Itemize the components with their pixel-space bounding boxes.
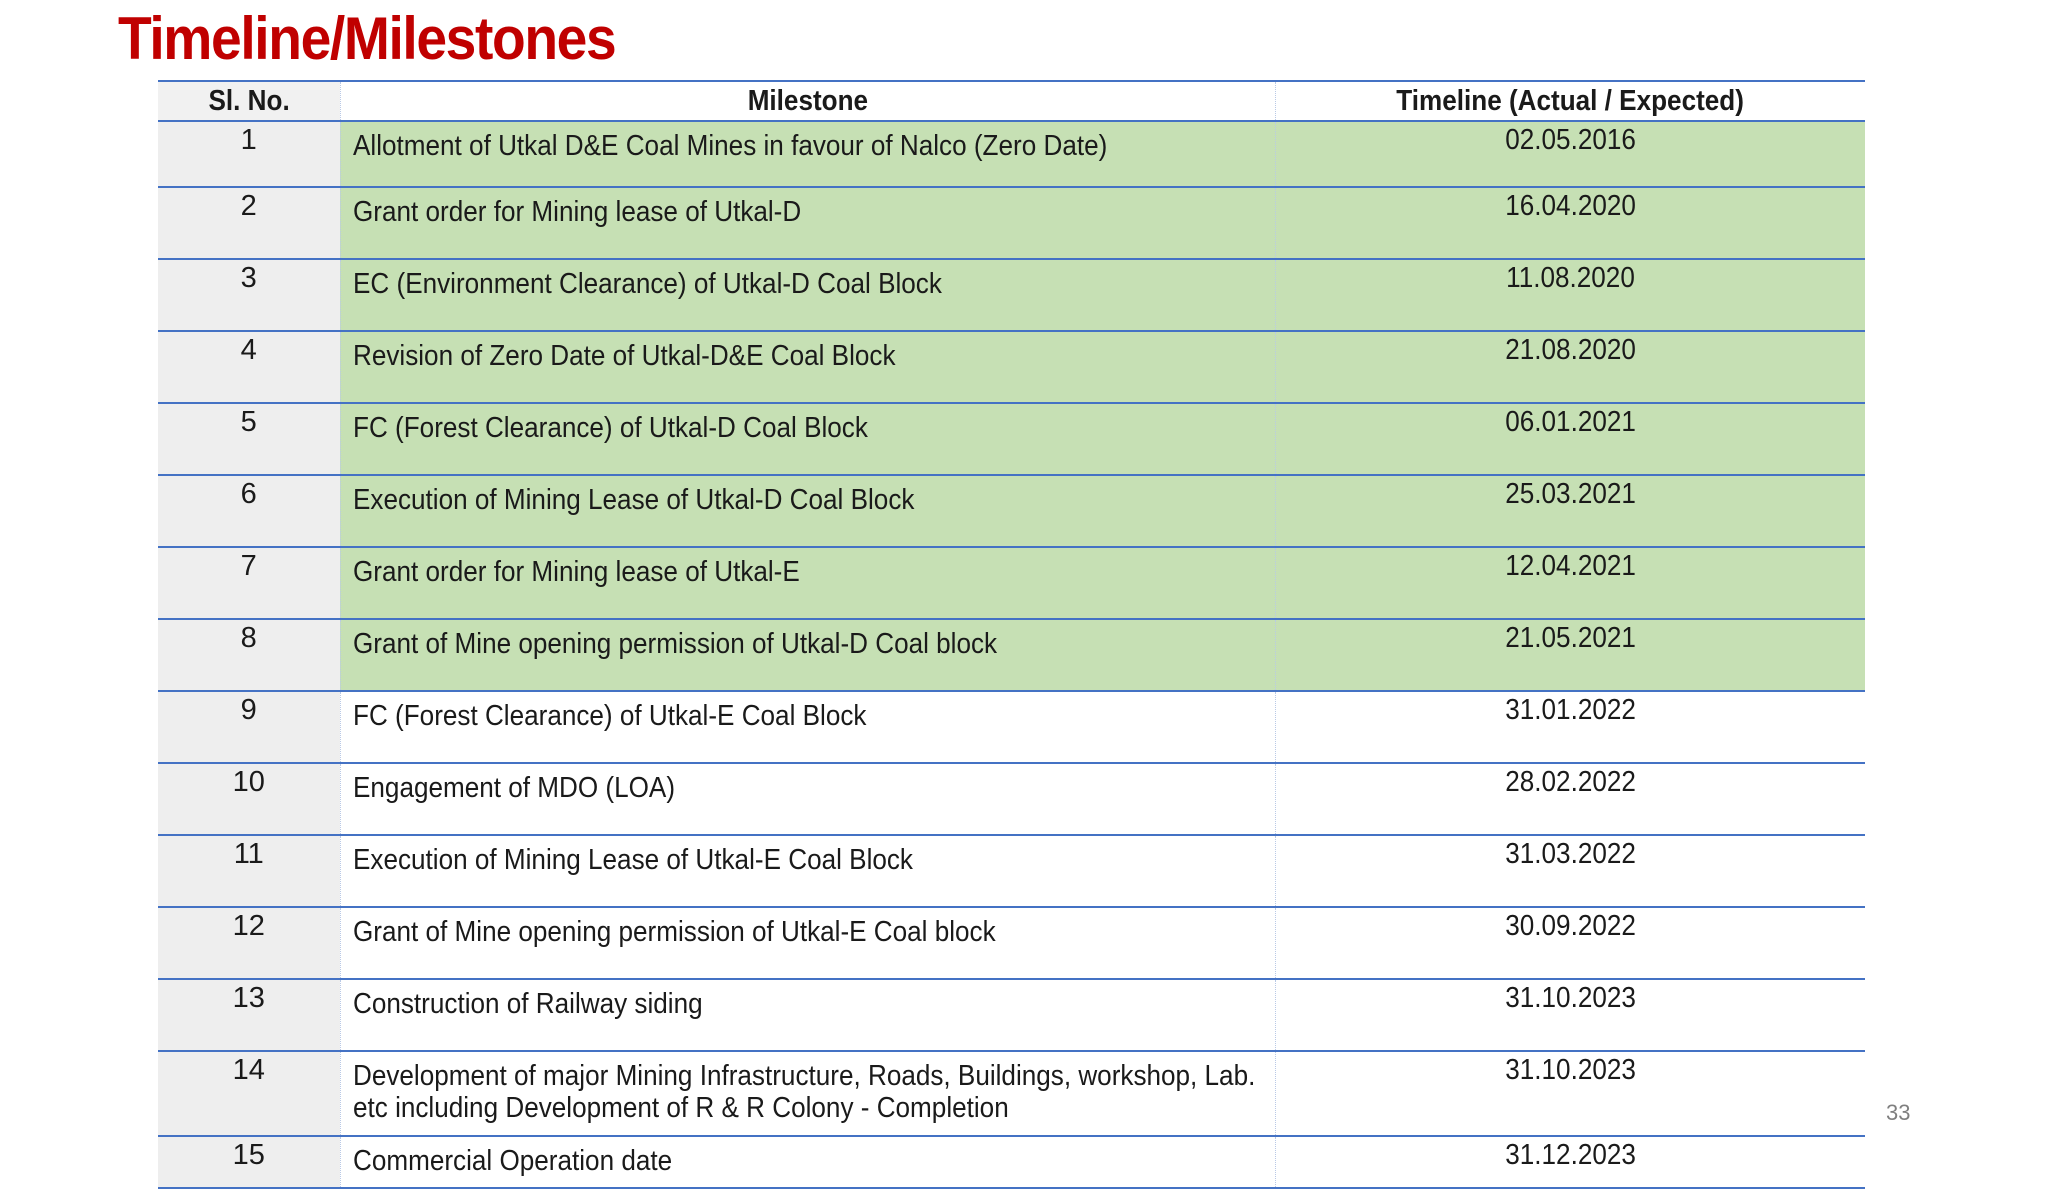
table-row	[158, 331, 1865, 403]
header-milestone: Milestone	[340, 81, 1275, 121]
milestone-cell: Grant of Mine opening permission of Utkal-D Coal block	[340, 619, 1275, 691]
timeline-cell: 31.01.2022	[1275, 691, 1865, 763]
timeline-cell: 06.01.2021	[1275, 403, 1865, 475]
page-number: 33	[1886, 1100, 1911, 1125]
sl-no-cell: 9	[158, 691, 340, 763]
milestone-cell: Execution of Mining Lease of Utkal-E Coal Block	[340, 835, 1275, 907]
table-row	[158, 1136, 1865, 1188]
table-row	[158, 907, 1865, 979]
sl-no-cell: 10	[158, 763, 340, 835]
sl-no-cell: 5	[158, 403, 340, 475]
table-row	[158, 763, 1865, 835]
table-row	[158, 187, 1865, 259]
milestone-cell: Allotment of Utkal D&E Coal Mines in favour of Nalco (Zero Date)	[340, 121, 1275, 187]
timeline-cell: 12.04.2021	[1275, 547, 1865, 619]
milestone-cell: Execution of Mining Lease of Utkal-D Coal Block	[340, 475, 1275, 547]
timeline-cell: 30.09.2022	[1275, 907, 1865, 979]
sl-no-cell: 15	[158, 1136, 340, 1188]
sl-no-cell: 2	[158, 187, 340, 259]
sl-no-cell: 6	[158, 475, 340, 547]
timeline-cell: 25.03.2021	[1275, 475, 1865, 547]
timeline-cell: 21.05.2021	[1275, 619, 1865, 691]
milestone-cell: FC (Forest Clearance) of Utkal-D Coal Block	[340, 403, 1275, 475]
timeline-cell: 28.02.2022	[1275, 763, 1865, 835]
milestone-cell: Revision of Zero Date of Utkal-D&E Coal Block	[340, 331, 1275, 403]
sl-no-cell: 4	[158, 331, 340, 403]
sl-no-cell: 12	[158, 907, 340, 979]
milestone-cell: Commercial Operation date	[340, 1136, 1275, 1188]
table-row	[158, 547, 1865, 619]
table-row	[158, 403, 1865, 475]
sl-no-cell: 1	[158, 121, 340, 187]
milestone-cell: Construction of Railway siding	[340, 979, 1275, 1051]
milestone-cell: Grant of Mine opening permission of Utkal-E Coal block	[340, 907, 1275, 979]
table-row	[158, 979, 1865, 1051]
timeline-cell: 31.03.2022	[1275, 835, 1865, 907]
table-row	[158, 1051, 1865, 1136]
table-row	[158, 619, 1865, 691]
milestone-cell: FC (Forest Clearance) of Utkal-E Coal Block	[340, 691, 1275, 763]
milestone-cell: Grant order for Mining lease of Utkal-D	[340, 187, 1275, 259]
header-timeline: Timeline (Actual / Expected)	[1275, 81, 1865, 121]
sl-no-cell: 8	[158, 619, 340, 691]
timeline-cell: 11.08.2020	[1275, 259, 1865, 331]
timeline-cell: 21.08.2020	[1275, 331, 1865, 403]
timeline-cell: 16.04.2020	[1275, 187, 1865, 259]
timeline-cell: 31.10.2023	[1275, 979, 1865, 1051]
sl-no-cell: 13	[158, 979, 340, 1051]
timeline-cell: 31.10.2023	[1275, 1051, 1865, 1136]
table-row	[158, 835, 1865, 907]
milestone-cell: Engagement of MDO (LOA)	[340, 763, 1275, 835]
sl-no-cell: 14	[158, 1051, 340, 1136]
milestone-cell: EC (Environment Clearance) of Utkal-D Coal Block	[340, 259, 1275, 331]
sl-no-cell: 11	[158, 835, 340, 907]
timeline-cell: 02.05.2016	[1275, 121, 1865, 187]
timeline-cell: 31.12.2023	[1275, 1136, 1865, 1188]
header-sl-no: Sl. No.	[158, 81, 340, 121]
milestone-cell: Grant order for Mining lease of Utkal-E	[340, 547, 1275, 619]
slide-title: Timeline/Milestones	[118, 5, 616, 72]
table-header-row	[158, 81, 1865, 121]
milestone-cell: Development of major Mining Infrastructure, Roads, Buildings, workshop, Lab. etc including Development of R & R Colony - Completion	[340, 1051, 1275, 1136]
milestone-table	[158, 80, 1865, 1189]
table-row	[158, 691, 1865, 763]
sl-no-cell: 3	[158, 259, 340, 331]
sl-no-cell: 7	[158, 547, 340, 619]
table-row	[158, 121, 1865, 187]
table-row	[158, 475, 1865, 547]
table-row	[158, 259, 1865, 331]
